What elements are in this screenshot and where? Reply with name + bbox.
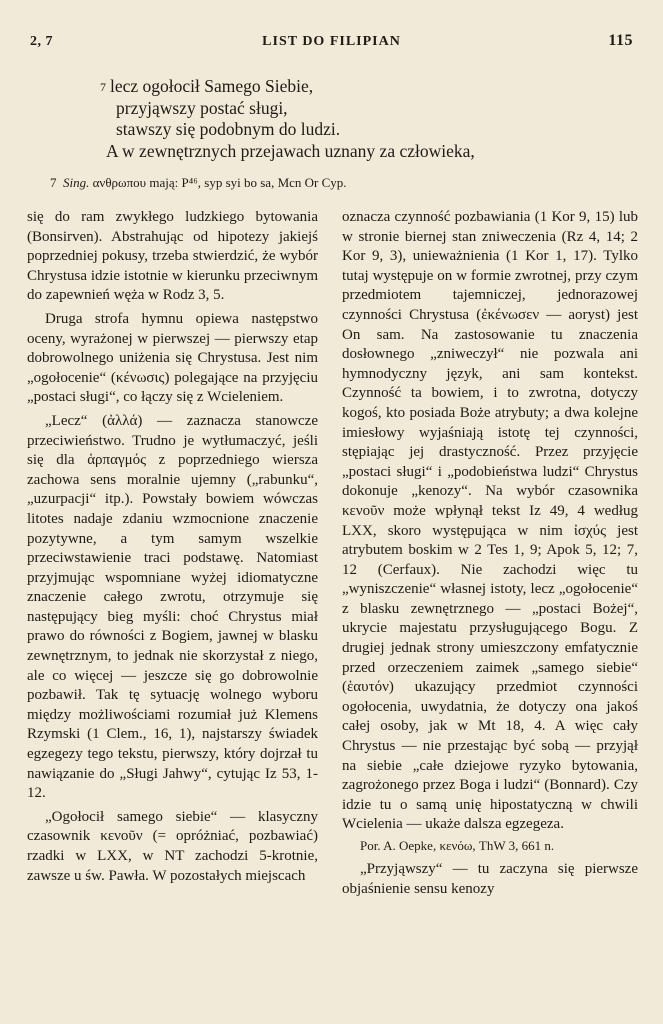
reference-note: Por. A. Oepke, κενόω, ThW 3, 661 n. <box>360 838 555 853</box>
verse-line: A w zewnętrznych przejawach uznany za człowieka, <box>106 140 475 161</box>
running-title: LIST DO FILIPIAN <box>262 34 401 49</box>
paragraph: oznacza czynność pozbawiania (1 Kor 9, 15) lub w stronie biernej stan zniweczenia (Rz 4, 14; 2 Kor 9, 3), unieważnienia (1 Kor 1, 17). Tylko tutaj występuje on w formie zwrotnej, przy czym przedmiotem tajemniczej, jednorazowej czynności Chrystusa (ἐκένωσεν — aoryst) jest On sam. Na zastosowanie tu znaczenia dosłownego „zniweczył“ nie pozwala ani hymnodyczny język, ani sam kontekst. Czynność ta bowiem, i to zwrotna, dotyczy kogoś, kto posiada Boże atrybuty; a dwa kolejne imiesłowy wyjaśniają istotę tej czynności, stępiając jej drastyczność. Przez przyjęcie „postaci sługi“ i „podobieństwa ludzi“ Chrystus dokonuje „kenozy“. Na wybór czasownika κενοῦν może wpłynął tekst Iz 49, 4 według LXX, skoro występująca w nim ἰσχύς jest atrybutem boskim w 2 Tes 1, 9; Apok 5, 12; 7, 12 (Cerfaux). Nie zachodzi więc tu „wyniszczenie“ własnej istoty, lecz „ogołocenie“ z blasku zewnętrznego — „postaci Bożej“, ukrycie majestatu przysługującego Bogu. Z drugiej jednak strony umieszczony emfatycznie przed orzeczeniem zaimek „samego siebie“ (ἑαυτόν) ukazujący przedmiot czynności ogołocenia, uwydatnia, że dotyczy ona jakoś całej osoby, jak w Mt 18, 4. A więc cały Chrystus — nie przestając być sobą — przyjął na siebie „całe dziejowe ryzyko bytowania, zagrożonego przez Boga i ludzi“ (Bonnard). Czy idzie tu o samą unię hipostatyczną w chwili Wcielenia — ukaże dalsza egzegeza. <box>342 209 638 833</box>
right-column <box>342 208 638 899</box>
paragraph: „Lecz“ (ἀλλά) — zaznacza stanowcze przeciwieństwo. Trudno je wytłumaczyć, jeśli się dla ἁρπαγμός z poprzedniego wiersza zachowa sens moralnie ujemny („rabunku“, „uzurpacji“ itp.). Powstały bowiem wówczas litotes nadaje zdaniu wzmocnione znaczenie pozytywne, a tym samym wszelkie przeciwstawienie traci podstawę. Natomiast przyjmując wspomniane wyżej idiomatyczne znaczenie całego zwrotu, otrzymuje się następujący bieg myśli: choć Chrystus miał prawo do równości z Bogiem, jawnej w blasku zewnętrznym, to jednak nie skorzystał z niego, ale co więcej — jeszcze się go dobrowolnie pozbawił. Tak tę sytuację wolnego wyboru między możliwościami rozumiał już Klemens Rzymski (1 Clem., 16, 1), najstarszy świadek egzegezy tego tekstu, pierwszy, który dojrzał tu nawiązanie do „Sługi Jahwy“, cytując Iz 53, 1-12. <box>27 412 318 802</box>
page-number: 115 <box>608 32 633 49</box>
paragraph: „Ogołocił samego siebie“ — klasyczny czasownik κενοῦν (= opróżniać, pozbawiać) rzadki w LXX, w NT zachodzi 5-krotnie, zawsze u św. Pawła. W pozostałych miejscach <box>27 808 318 884</box>
left-column <box>27 208 318 886</box>
verse-block <box>100 76 570 162</box>
paragraph: „Przyjąwszy“ — tu zaczyna się pierwsze objaśnienie sensu kenozy <box>342 861 638 897</box>
paragraph: Druga strofa hymnu opiewa następstwo oceny, wyrażonej w pierwszej — pierwszy etap dobrowolnego uniżenia się Chrystusa. Jest nim „ogołocenie“ (κένωσις) polegające na przyjęciu „postaci sługi“, co łączy się z Wcieleniem. <box>27 310 318 406</box>
verse-line: stawszy się podobnym do ludzi. <box>116 119 341 139</box>
paragraph: się do ram zwykłego ludzkiego bytowania (Bonsirven). Abstrahując od hipotezy jakiejś poprzedniej pokusy, trzeba stwierdzić, że wybór Chrystusa idzie istotnie w kierunku przeciwnym do zapewnień węża w Rodz 3, 5. <box>27 209 318 304</box>
running-header <box>30 34 633 54</box>
verse-line: $^7$ lecz ogołocił Samego Siebie, <box>100 76 314 96</box>
verse-line: przyjąwszy postać sługi, <box>116 97 288 118</box>
verse-number: 7 <box>100 80 106 94</box>
critical-apparatus: 7 Sing. ανθρωπου mają: P⁴⁶, syp syi bo sa, Mcn Or Cyp. <box>50 175 347 190</box>
chapter-verse-ref: 2, 7 <box>30 34 53 49</box>
